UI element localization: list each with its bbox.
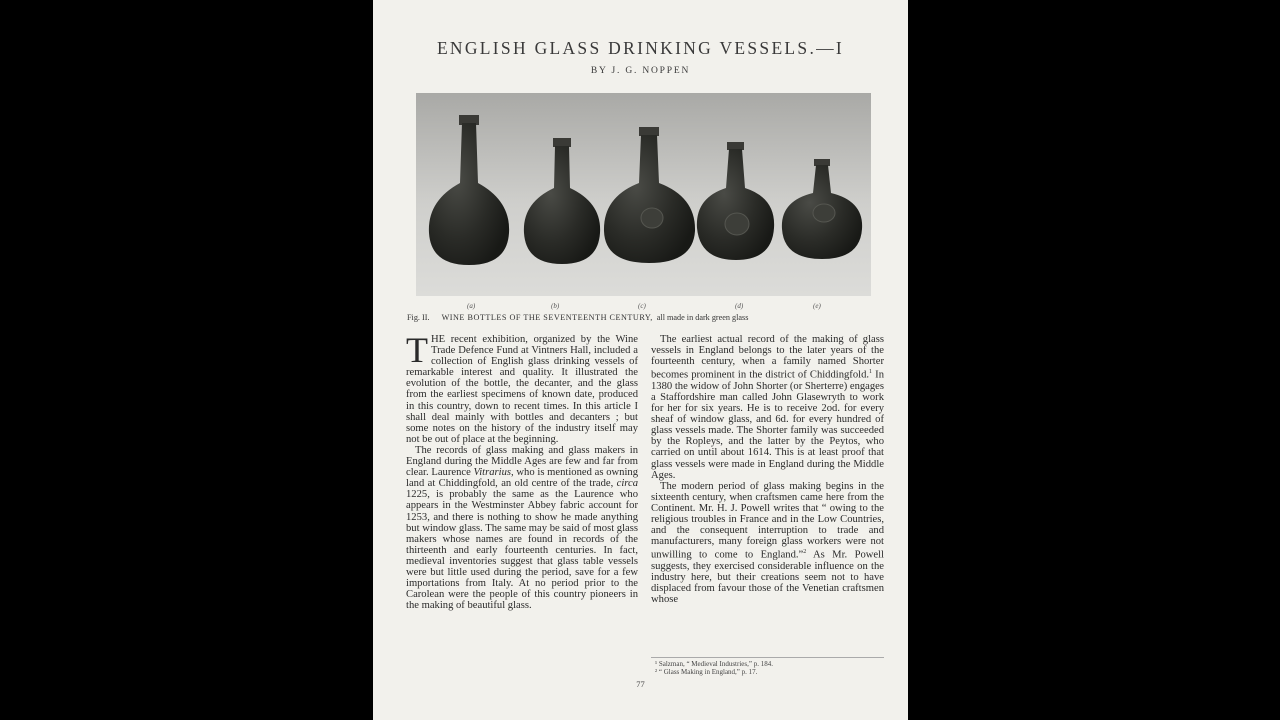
figure-caption: [407, 313, 887, 322]
article-title: ENGLISH GLASS DRINKING VESSELS.—I: [436, 38, 845, 58]
footnote-ref-2: 2: [803, 549, 807, 556]
caption-heading: WINE BOTTLES OF THE SEVENTEENTH CENTURY,: [441, 313, 653, 322]
wine-bottles-photograph: [416, 93, 871, 296]
footnote-1: ¹ Salzman, “ Medieval Industries,” p. 184.: [655, 660, 773, 668]
article-byline: BY J. G. NOPPEN: [590, 66, 691, 76]
plate-letter-d: (d): [735, 302, 744, 310]
footnote-2: ² “ Glass Making in England,” p. 17.: [655, 668, 758, 677]
caption-tail: all made in dark green glass: [656, 313, 749, 322]
page-number: 77: [636, 679, 645, 689]
figure-number: Fig. II.: [407, 313, 430, 322]
left-paragraph-1: THE recent exhibition, organized by the Wine Trade Defence Fund at Vintners Hall, included a collection of English glass drinking vessels of remarkable interest and quality. It illustrated the evolution of the bottle, the decanter, and the glass from the earliest specimens of known date, produced in this country, down to recent times. In this article I shall deal mainly with bottles and decanters ; but some notes on the history of the industry itself may not be out of place at the beginning.: [406, 330, 638, 445]
right-column: [651, 334, 884, 605]
right-paragraph-1: The earliest actual record of the making of glass vessels in England belongs to the later years of the fourteenth century, when a family named Shorter becomes prominent in the district of Chiddingfold.$^1$ In 1380 the widow of John Shorter (or Sherterre) engages a Staffordshire man called John Glasewryth to work for her for six years. He is to receive 2od. for every sheaf of window glass, and 6d. for every hundred of glass vessels made. The Shorter family was succeeded by the Ropleys, and the latter by the Peytos, who carried on until about 1614. This is at least proof that glass vessels were made in England during the Middle Ages.: [651, 334, 885, 481]
plate-letter-e: (e): [813, 302, 821, 310]
right-paragraph-2: The modern period of glass making begins in the sixteenth century, when craftsmen came here from the Continent. Mr. H. J. Powell writes that “ owing to the religious troubles in France and in the Low Countries, and the consequent interruption to trade and manufacturers, many foreign glass workers were not unwilling to come to England.”$^2$ As Mr. Powell suggests, they exercised considerable influence on the industry here, but their creations seem not to have displaced from favour those of the Venetian craftsmen whose: [651, 480, 884, 606]
plate-letter-c: (c): [638, 302, 646, 310]
plate-letters: [416, 302, 871, 312]
magazine-page: [373, 0, 908, 720]
left-column: [406, 330, 638, 612]
plate-letter-b: (b): [551, 302, 560, 310]
footnote-ref-1: 1: [869, 369, 873, 376]
drop-cap: T: [406, 330, 428, 370]
left-paragraph-2: The records of glass making and glass makers in England during the Middle Ages are few and far from clear. Laurence Vitrarius, who is mentioned as owning land at Chiddingfold, an old centre of the trade, circa 1225, is probably the same as the Laurence who appears in the Westminster Abbey fabric account for 1253, and there is nothing to show he made anything but window glass. The same may be said of most glass makers whose names are found in records of the thirteenth and early fourteenth centuries. In fact, medieval inventories suggest that glass table vessels were but little used during the period, save for a few importations from Italy. At no period prior to the Carolean were the people of this country pioneers in the making of beautiful glass.: [406, 444, 638, 612]
bottles-image: [416, 93, 871, 296]
footnotes: [651, 657, 884, 676]
plate-letter-a: (a): [467, 302, 476, 310]
